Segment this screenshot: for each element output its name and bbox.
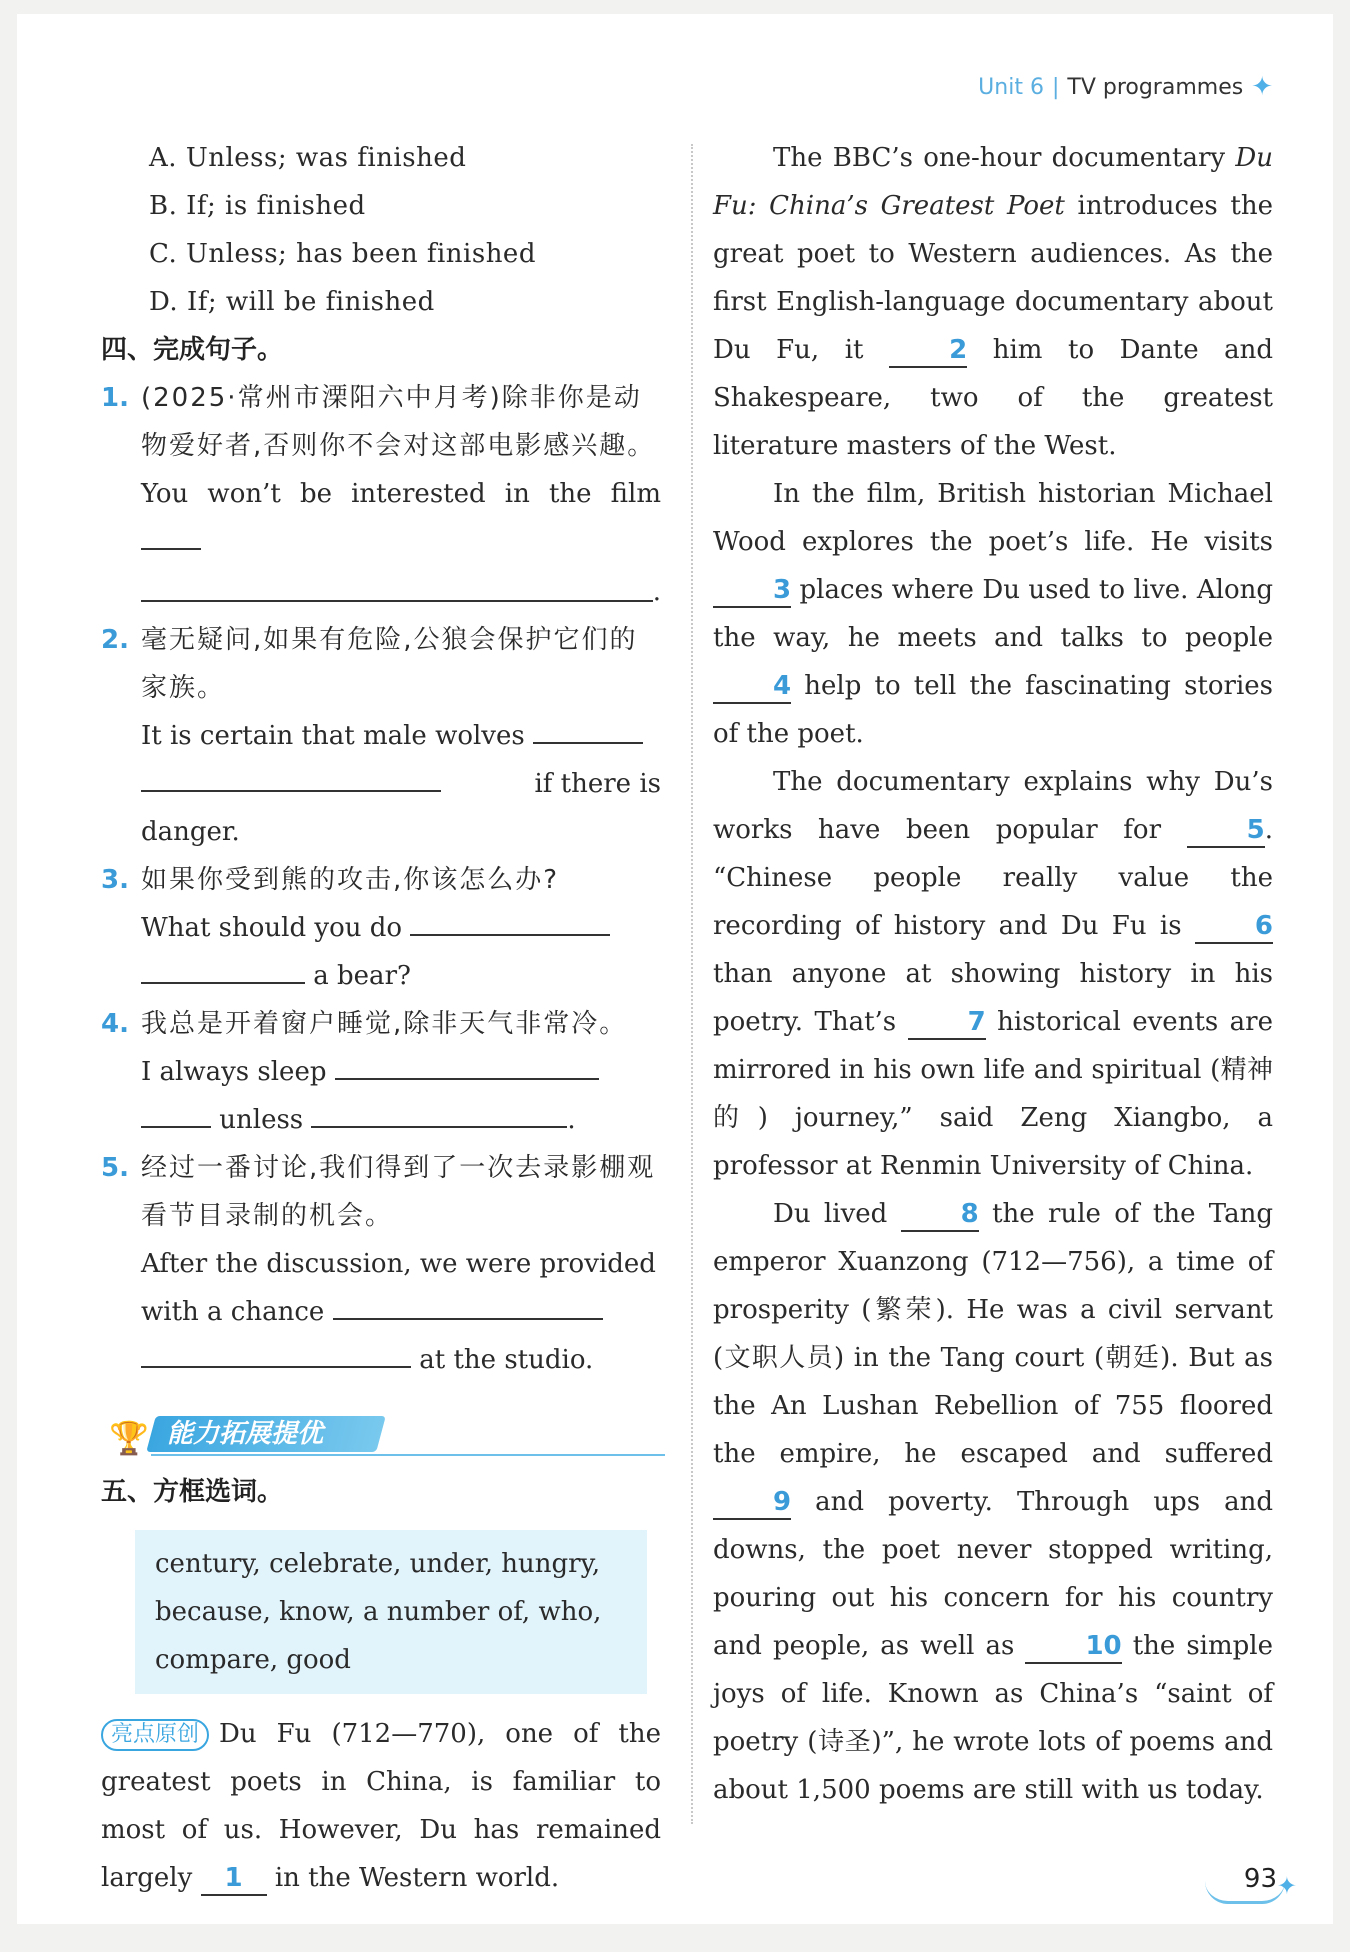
question-english-text: with a chance	[141, 1297, 325, 1327]
question-english-text: You won’t be interested in the film	[141, 479, 661, 509]
passage-text: Du lived	[773, 1199, 888, 1229]
passage-paragraph-1	[713, 134, 1273, 470]
option-letter: D.	[149, 287, 179, 317]
word-box: century, celebrate, under, hungry, because, know, a number of, who, compare, good	[135, 1530, 647, 1694]
question-english	[141, 470, 661, 566]
passage-text: help to tell the fascinating stories of the poet.	[713, 671, 1273, 749]
workbook-page	[17, 14, 1333, 1924]
question-english-text: It is certain that male wolves	[141, 721, 525, 751]
passage-text: introduces the great poet to Western audiences. As the first English-language documentary about Du Fu, it	[713, 191, 1273, 365]
question-1: 1. (2025·常州市溧阳六中月考)除非你是动物爱好者,否则你不会对这部电影感兴趣。 You won’t be interested in the film .	[101, 374, 661, 616]
option-text: Unless; was finished	[185, 143, 467, 173]
banner-rule	[151, 1454, 665, 1456]
question-number: 5.	[101, 1153, 129, 1183]
question-english-text: After the discussion, we were provided	[141, 1249, 656, 1279]
passage-text: The BBC’s one-hour documentary	[773, 143, 1236, 173]
option-c	[101, 230, 661, 278]
section-banner	[101, 1410, 661, 1458]
unit-title: TV programmes	[1067, 74, 1244, 100]
answer-line[interactable]	[533, 712, 643, 744]
answer-line[interactable]	[141, 760, 441, 792]
passage-paragraph-2	[713, 470, 1273, 758]
passage-paragraph-4	[713, 1190, 1273, 1814]
question-english-text: I always sleep	[141, 1057, 327, 1087]
question-english-text: danger.	[141, 817, 240, 847]
question-number: 3.	[101, 865, 129, 895]
passage-text: historical events are mirrored in his own life and spiritual (精神的) journey,” said Zeng Xiangbo, a professor at Renmin University of China.	[713, 1007, 1273, 1181]
answer-line[interactable]	[141, 952, 305, 984]
trophy-icon: 🏆	[109, 1419, 149, 1457]
sparkle-icon: ✦	[1251, 72, 1273, 102]
question-number: 2.	[101, 625, 129, 655]
question-chinese: 毫无疑问,如果有危险,公狼会保护它们的家族。	[141, 625, 638, 703]
answer-line[interactable]	[311, 1096, 567, 1128]
option-letter: B.	[149, 191, 178, 221]
question-english-text: a bear?	[313, 961, 411, 991]
page-header	[978, 72, 1273, 102]
page-number: 93	[1243, 1864, 1277, 1894]
answer-line[interactable]	[141, 1096, 211, 1128]
option-letter: A.	[149, 143, 178, 173]
question-number: 1.	[101, 383, 129, 413]
blank-5[interactable]: 5	[1187, 814, 1265, 848]
sparkle-icon: ✦	[1276, 1872, 1297, 1900]
blank-8[interactable]: 8	[901, 1198, 979, 1232]
blank-6[interactable]: 6	[1195, 910, 1273, 944]
question-chinese: 我总是开着窗户睡觉,除非天气非常冷。	[141, 1009, 628, 1039]
passage-text: him to Dante and Shakespeare, two of the greatest literature masters of the West.	[713, 335, 1274, 461]
option-d	[101, 278, 661, 326]
left-column	[101, 134, 661, 1902]
answer-line[interactable]	[335, 1048, 599, 1080]
option-a	[101, 134, 661, 182]
option-b	[101, 182, 661, 230]
passage-text: and poverty. Through ups and downs, the poet never stopped writing, pouring out his concern for his country and people, as well as	[713, 1487, 1274, 1661]
original-tag: 亮点原创	[101, 1719, 209, 1751]
documentary-title: Du Fu: China’s Greatest Poet	[713, 143, 1273, 221]
passage-text: the rule of the Tang emperor Xuanzong (712—756), a time of prosperity (繁荣). He was a civil servant (文职人员) in the Tang court (朝廷). But as the An Lushan Rebellion of 755 floored the empire, he escaped and suffered	[713, 1199, 1274, 1469]
answer-line[interactable]	[333, 1288, 603, 1320]
question-number: 4.	[101, 1009, 129, 1039]
section-4-heading: 四、完成句子。	[101, 335, 284, 365]
passage-text: In the film, British historian Michael Wood explores the poet’s life. He visits	[713, 479, 1273, 557]
question-chinese: 经过一番讨论,我们得到了一次去录影棚观看节目录制的机会。	[141, 1153, 656, 1231]
question-english-text: unless	[219, 1105, 304, 1135]
passage-text: in the Western world.	[274, 1863, 560, 1893]
passage-text: places where Du used to live. Along the way, he meets and talks to people	[713, 575, 1273, 653]
question-3	[101, 856, 661, 1000]
blank-1[interactable]: 1	[201, 1862, 267, 1896]
passage-intro	[101, 1710, 661, 1902]
question-english-text: at the studio.	[419, 1345, 594, 1375]
answer-line[interactable]	[141, 570, 653, 602]
unit-label: Unit 6	[978, 74, 1044, 100]
question-english-text: What should you do	[141, 913, 403, 943]
column-divider	[691, 144, 693, 1824]
right-column	[713, 134, 1273, 1814]
banner-label: 能力拓展提优	[167, 1419, 324, 1449]
passage-text: The documentary explains why Du’s works have been popular for	[713, 767, 1273, 845]
blank-3[interactable]: 3	[713, 574, 791, 608]
passage-text: the simple joys of life. Known as China’s “saint of poetry (诗圣)”, he wrote lots of poems and about 1,500 poems are still with us today.	[713, 1631, 1274, 1805]
passage-text: . “Chinese people really value the recording of history and Du Fu is	[713, 815, 1273, 941]
blank-10[interactable]: 10	[1025, 1630, 1121, 1664]
passage-text: Du Fu (712—770), one of the greatest poets in China, is familiar to most of us. However, Du has remained largely	[101, 1719, 661, 1893]
section-5-heading: 五、方框选词。	[101, 1477, 284, 1507]
option-text: If; is finished	[186, 191, 366, 221]
blank-4[interactable]: 4	[713, 670, 791, 704]
passage-paragraph-3	[713, 758, 1273, 1190]
passage-text: than anyone at showing history in his poetry. That’s	[713, 959, 1273, 1037]
option-text: If; will be finished	[186, 287, 435, 317]
answer-line[interactable]	[410, 904, 610, 936]
answer-line[interactable]	[141, 518, 201, 550]
option-text: Unless; has been finished	[186, 239, 536, 269]
question-chinese: 如果你受到熊的攻击,你该怎么办?	[141, 865, 560, 895]
header-separator: |	[1051, 74, 1060, 100]
option-letter: C.	[149, 239, 178, 269]
question-4: 4. 我总是开着窗户睡觉,除非天气非常冷。 I always sleep unless .	[101, 1000, 661, 1144]
blank-9[interactable]: 9	[713, 1486, 791, 1520]
blank-2[interactable]: 2	[889, 334, 967, 368]
question-2	[101, 616, 661, 856]
blank-7[interactable]: 7	[908, 1006, 986, 1040]
question-chinese: (2025·常州市溧阳六中月考)除非你是动物爱好者,否则你不会对这部电影感兴趣。	[141, 383, 656, 461]
question-english-text: if there is	[534, 769, 661, 799]
question-5	[101, 1144, 661, 1384]
answer-line[interactable]	[141, 1336, 411, 1368]
